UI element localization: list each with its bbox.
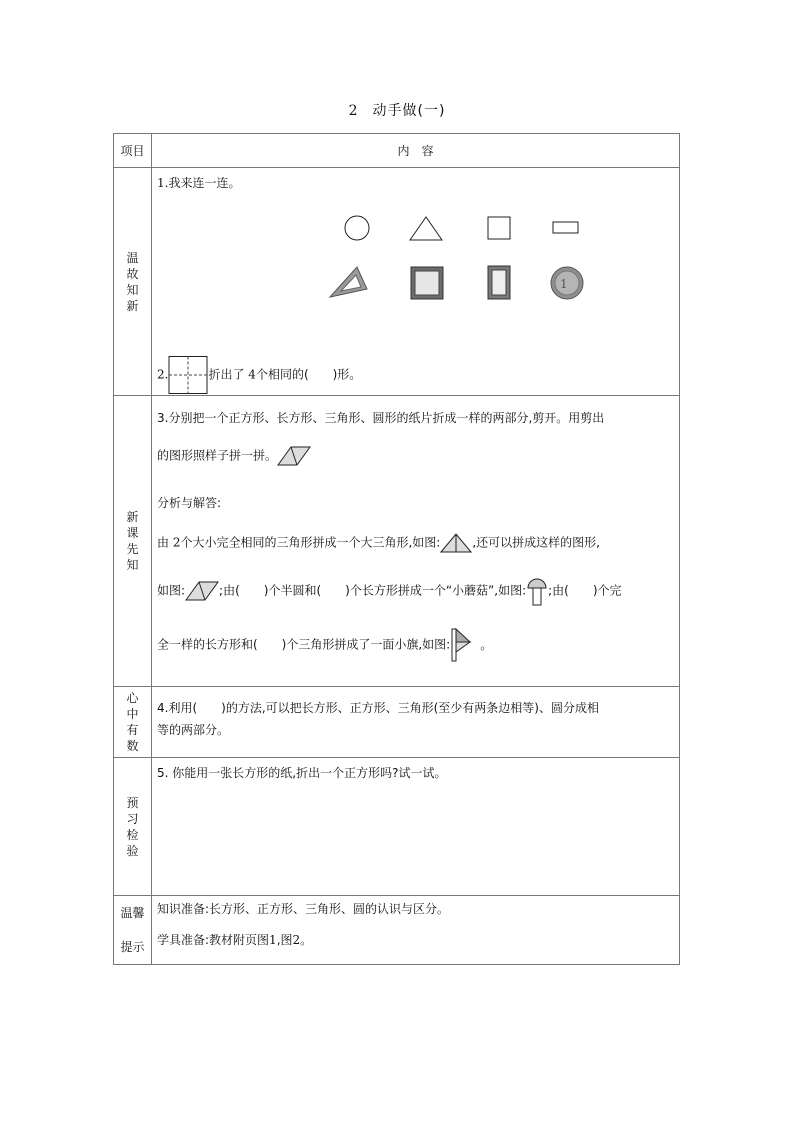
section-check-row — [114, 758, 680, 896]
answer-line-3: 全一样的长方形和( )个三角形拼成了一面小旗,如图: 。 — [157, 628, 492, 662]
square-shape — [488, 217, 510, 239]
shapes-row — [342, 208, 592, 248]
parallelogram-icon — [277, 446, 311, 466]
title-text: 动手做(一) — [372, 103, 446, 119]
q2-line: 2. 折出了 4个相同的( )形。 — [157, 356, 361, 394]
answer-line-1: 由 2个大小完全相同的三角形拼成一个大三角形,如图: ,还可以拼成这样的图形, — [157, 533, 600, 553]
section-tips-row — [114, 896, 680, 965]
set-square-photo — [330, 267, 367, 297]
section-check-content — [152, 758, 680, 896]
page-title — [0, 100, 794, 120]
parallelogram-icon-2 — [185, 581, 219, 601]
title-number: 2 — [348, 103, 359, 119]
section-understand-content — [152, 687, 680, 758]
mushroom-icon — [526, 576, 548, 606]
section-preview-row — [114, 396, 680, 687]
section-label-understand: 心中有数 — [114, 687, 152, 758]
answer-line-2: 如图: ;由( )个半圆和( )个长方形拼成一个“小蘑菇”,如图: ;由( )个完 — [157, 576, 622, 606]
coin-photo — [551, 267, 583, 299]
section-understand-row — [114, 687, 680, 758]
header-col-content: 内 容 — [152, 134, 680, 168]
square-frame-photo — [411, 267, 443, 299]
analysis-label: 分析与解答: — [157, 496, 222, 510]
triangle-shape — [410, 217, 442, 240]
q5-line: 5. 你能用一张长方形的纸,折出一个正方形吗?试一试。 — [157, 766, 447, 780]
rect-frame-photo — [488, 266, 510, 299]
circle-shape — [345, 216, 369, 240]
flag-icon — [450, 628, 472, 662]
q1-line: 1.我来连一连。 — [157, 176, 241, 190]
q3-line-1: 3.分别把一个正方形、长方形、三角形、圆形的纸片折成一样的两部分,剪开。用剪出 — [157, 411, 605, 425]
rectangle-shape — [553, 222, 578, 233]
q4-line-1: 4.利用( )的方法,可以把长方形、正方形、三角形(至少有两条边相等)、圆分成相 — [157, 701, 599, 715]
folded-paper-icon — [168, 356, 208, 394]
tips-line-1: 知识准备:长方形、正方形、三角形、圆的认识与区分。 — [157, 902, 450, 916]
header-col-item: 项目 — [114, 134, 152, 168]
svg-text:1: 1 — [560, 277, 568, 291]
header-row — [114, 134, 680, 168]
section-label-review: 温故知新 — [114, 168, 152, 396]
section-label-tips: 温馨 提示 — [114, 896, 152, 965]
section-preview-content — [152, 396, 680, 687]
tips-line-2: 学具准备:教材附页图1,图2。 — [157, 933, 313, 947]
q4-line-2: 等的两部分。 — [157, 723, 230, 737]
objects-row — [327, 263, 592, 313]
section-tips-content — [152, 896, 680, 965]
preview-table — [113, 133, 680, 965]
big-triangle-icon — [440, 533, 472, 553]
section-label-check: 预习检验 — [114, 758, 152, 896]
section-review-content — [152, 168, 680, 396]
section-review-row — [114, 168, 680, 396]
q3-line-2: 的图形照样子拼一拼。 — [157, 446, 311, 466]
section-label-preview: 新课先知 — [114, 396, 152, 687]
